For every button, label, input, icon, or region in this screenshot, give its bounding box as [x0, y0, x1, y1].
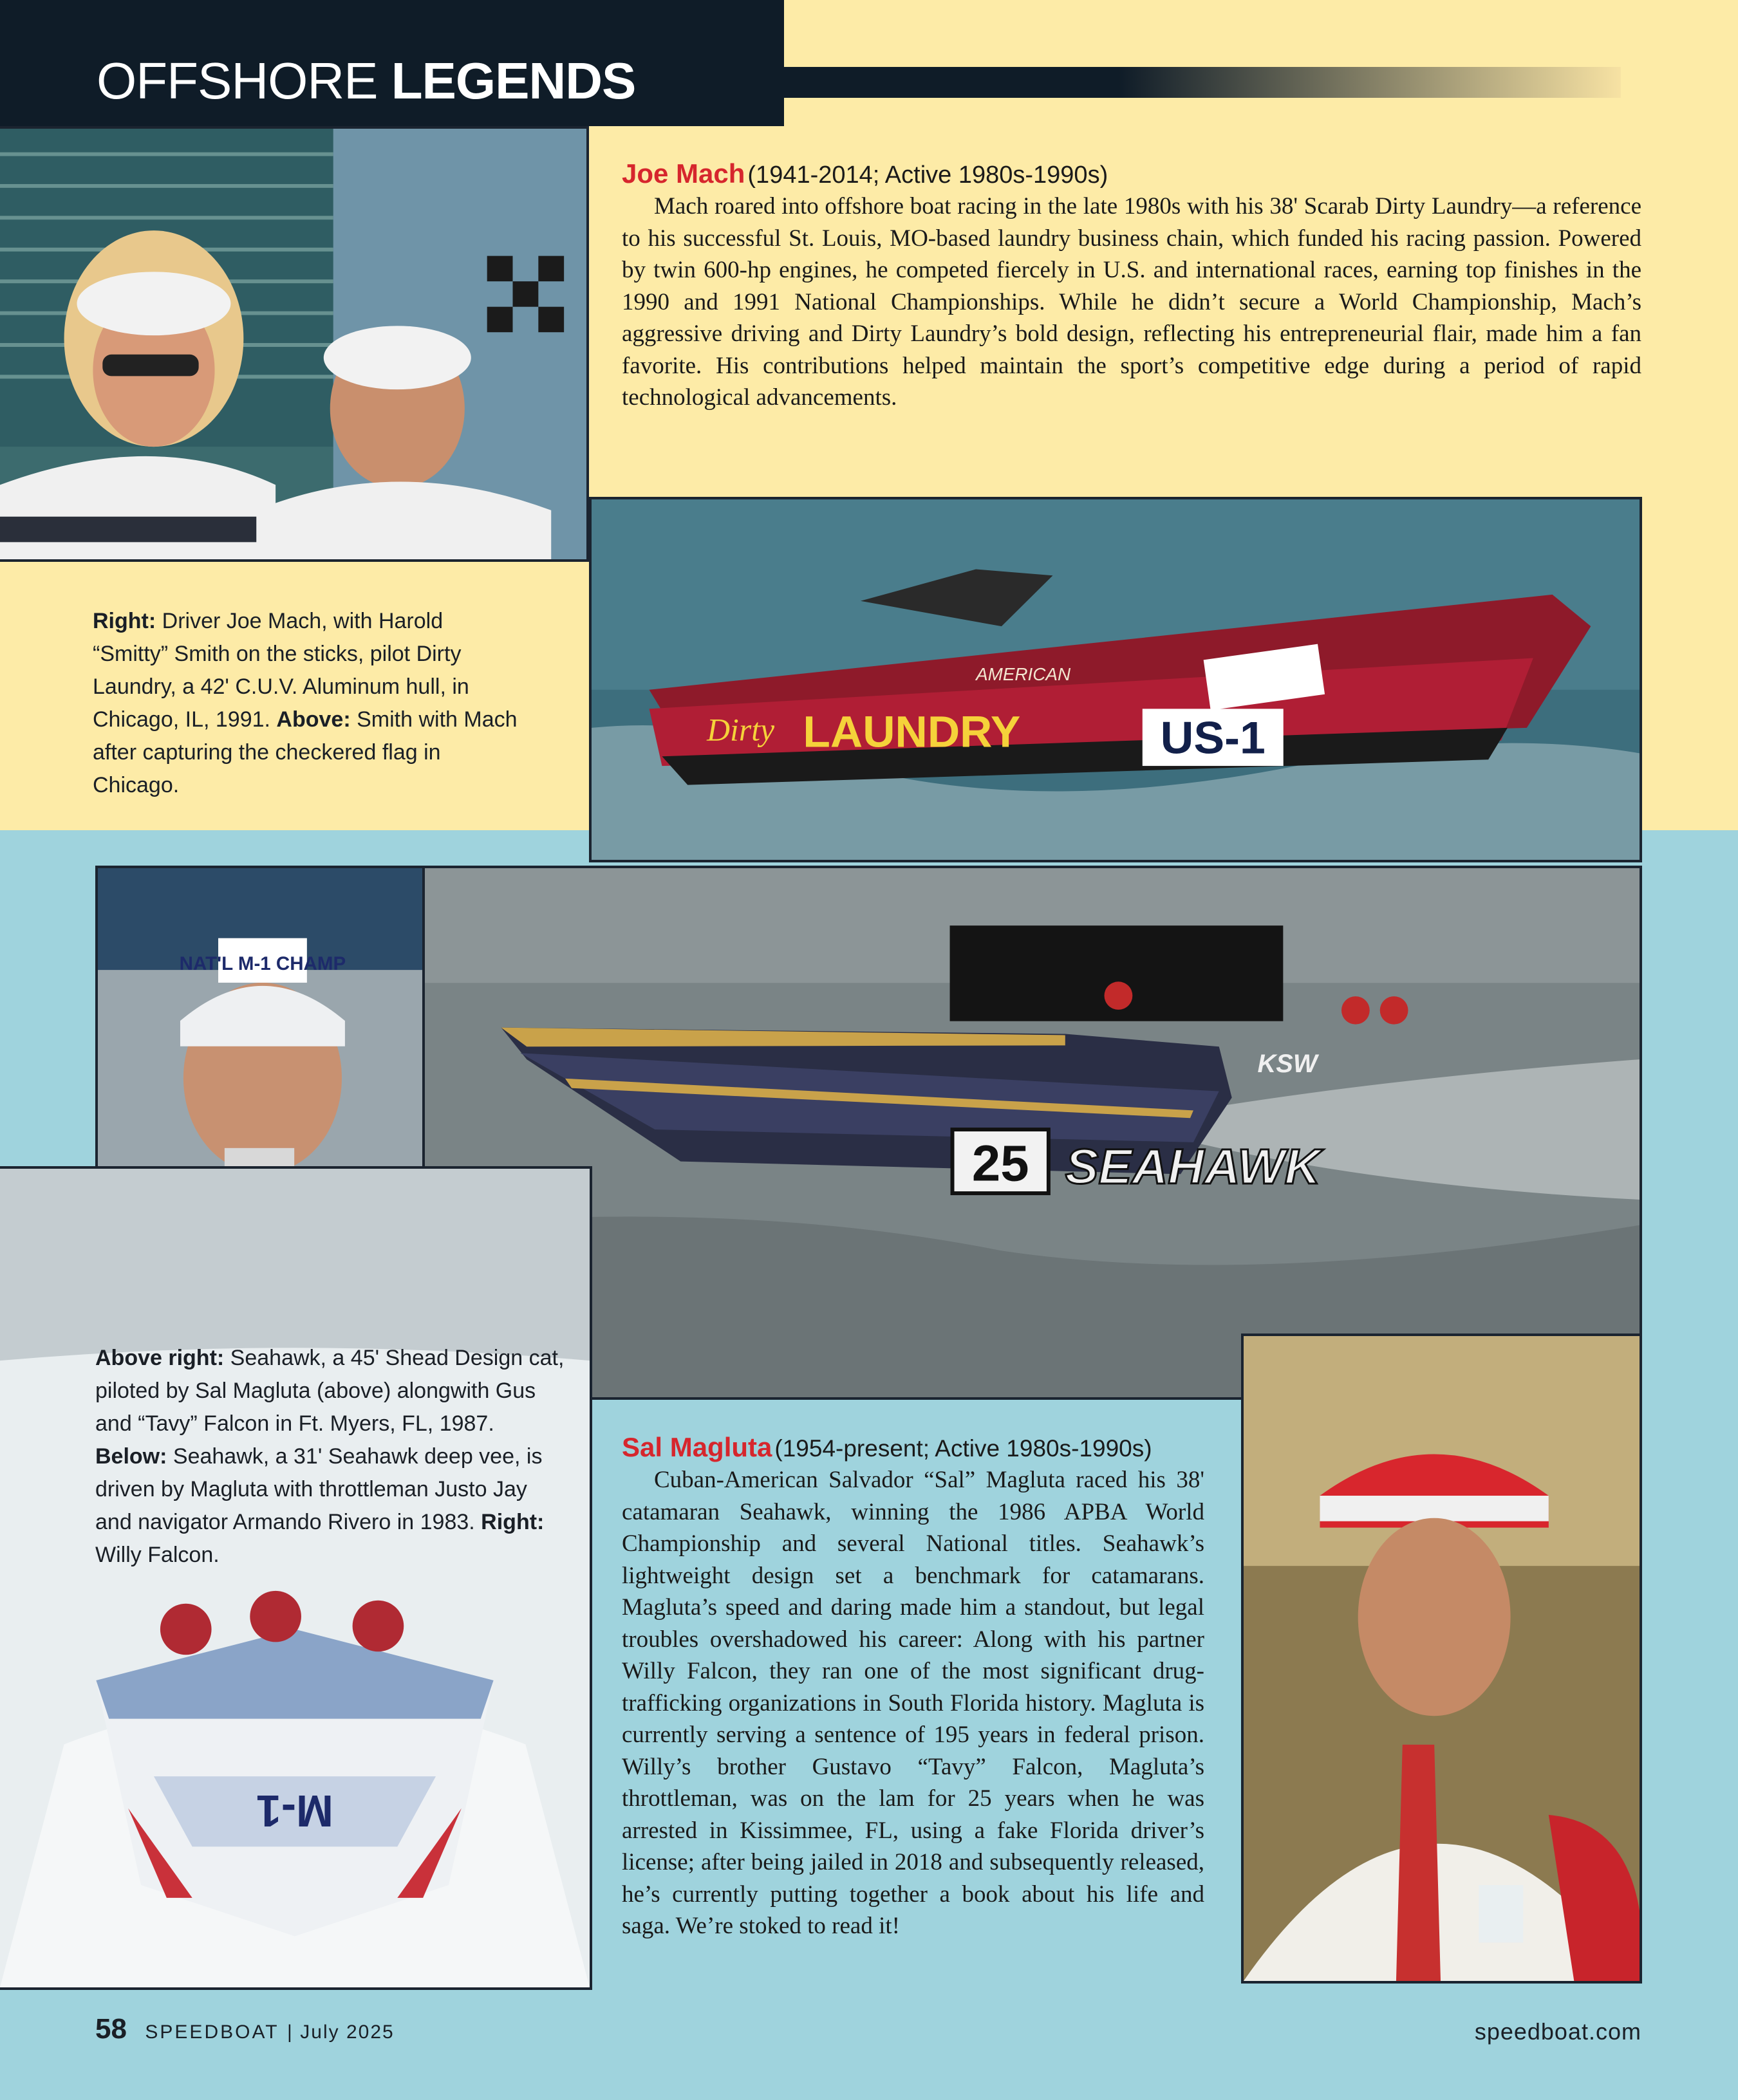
caption-2-text: Seahawk, a 31' Seahawk deep vee, is driven by Magluta with throttleman Justo Jay and navigator Armando Rivero in 1983. — [95, 1444, 543, 1534]
footer-divider: | — [287, 2021, 292, 2043]
site-link[interactable]: speedboat.com — [1474, 2018, 1641, 2045]
caption-1-text: Seahawk, a 45' Shead Design cat, piloted by Sal Magluta (above) alongwith Gus and “Tavy” Falcon in Ft. Myers, FL, 1987. — [95, 1346, 565, 1436]
caption-above-text: Smith with Mach after capturing the checkered flag in Chicago. — [93, 707, 518, 797]
caption-2-label: Below: — [95, 1444, 167, 1469]
mach-bio: Mach roared into offshore boat racing in the late 1980s with his 38' Scarab Dirty Laundry—a reference to his successful St. Louis, MO-based laundry business chain, which funded his racing passion. Powered by twin 600-hp engines, he competed fiercely in U.S. and international races, earning top finishes in the 1990 and 1991 National Championships. While he didn’t secure a World Championship, Mach’s aggressive driving and Dirty Laundry’s bold design, reflecting his entrepreneurial flair, made him a fan favorite. His contributions helped maintain the sport’s competitive edge during a period of rapid technological advancements. — [622, 193, 1641, 411]
page-footer — [95, 2013, 1641, 2049]
photo-willy-falcon — [1241, 1333, 1642, 1984]
caption-3-label: Right: — [481, 1510, 545, 1534]
mach-heading — [622, 158, 1641, 189]
magazine-name: SPEEDBOAT — [145, 2021, 279, 2043]
mach-caption — [93, 605, 518, 802]
photo-mach-smith — [0, 126, 589, 562]
boat-number-us1: US-1 — [1160, 712, 1266, 764]
magluta-name: Sal Magluta — [622, 1432, 772, 1462]
magluta-bio: Cuban-American Salvador “Sal” Magluta raced his 38' catamaran Seahawk, winning the 1986 APBA World Championship and several National titles. Seahawk’s lightweight design set a benchmark for catamarans. Magluta’s speed and daring made him a standout, but legal troubles overshadowed his career: Along with his partner Willy Falcon, they ran one of the most significant drug-trafficking organizations in South Florida history. Magluta is currently serving a sentence of 195 years in federal prison. Willy’s brother Gustavo “Tavy” Falcon, Magluta’s throttleman, was on the lam for 25 years when he was arrested in Kissimmee, FL, using a fake Florida driver’s license; after being jailed in 2018 and subsequently released, he’s currently putting together a book about his life and saga. We’re stoked to read it! — [622, 1467, 1204, 1939]
svg-text:M-1: M-1 — [256, 1785, 334, 1836]
boat-laundry-text: LAUNDRY — [803, 706, 1021, 757]
page-number: 58 — [95, 2013, 127, 2045]
header-gradient-bar — [784, 67, 1621, 98]
boat-number-25: 25 — [971, 1134, 1029, 1192]
mach-profile — [622, 158, 1641, 414]
mach-name: Joe Mach — [622, 158, 745, 189]
section-title-bold: LEGENDS — [391, 52, 636, 109]
caption-right-text: Driver Joe Mach, with Harold “Smitty” Smith on the sticks, pilot Dirty Laundry, a 42' C.U.V. Aluminum hull, in Chicago, IL, 1991. — [93, 609, 469, 732]
section-title — [97, 51, 635, 111]
hat-m1-text: NAT'L M-1 CHAMP — [179, 953, 346, 975]
boat-sponsor-text: AMERICAN — [976, 664, 1071, 684]
boat-dirty-text: Dirty — [707, 712, 775, 748]
mach-dates: (1941-2014; Active 1980s-1990s) — [747, 162, 1108, 189]
caption-above-label: Above: — [276, 707, 351, 732]
boat-seahawk-text: SEAHAWK — [1065, 1139, 1321, 1195]
section-title-light: OFFSHORE — [97, 52, 378, 109]
magluta-caption — [95, 1342, 565, 1572]
issue-date: July 2025 — [300, 2021, 395, 2043]
caption-1-label: Above right: — [95, 1346, 225, 1370]
magluta-profile — [622, 1432, 1204, 1942]
magluta-dates: (1954-present; Active 1980s-1990s) — [774, 1435, 1152, 1462]
magluta-heading — [622, 1432, 1204, 1463]
caption-3-text: Willy Falcon. — [95, 1543, 220, 1567]
boat-ksw-text: KSW — [1257, 1050, 1318, 1078]
photo-seahawk-catamaran — [422, 866, 1642, 1400]
photo-dirty-laundry-boat — [589, 497, 1642, 862]
caption-right-label: Right: — [93, 609, 156, 633]
photo-seahawk-deep-vee — [0, 1166, 592, 1990]
